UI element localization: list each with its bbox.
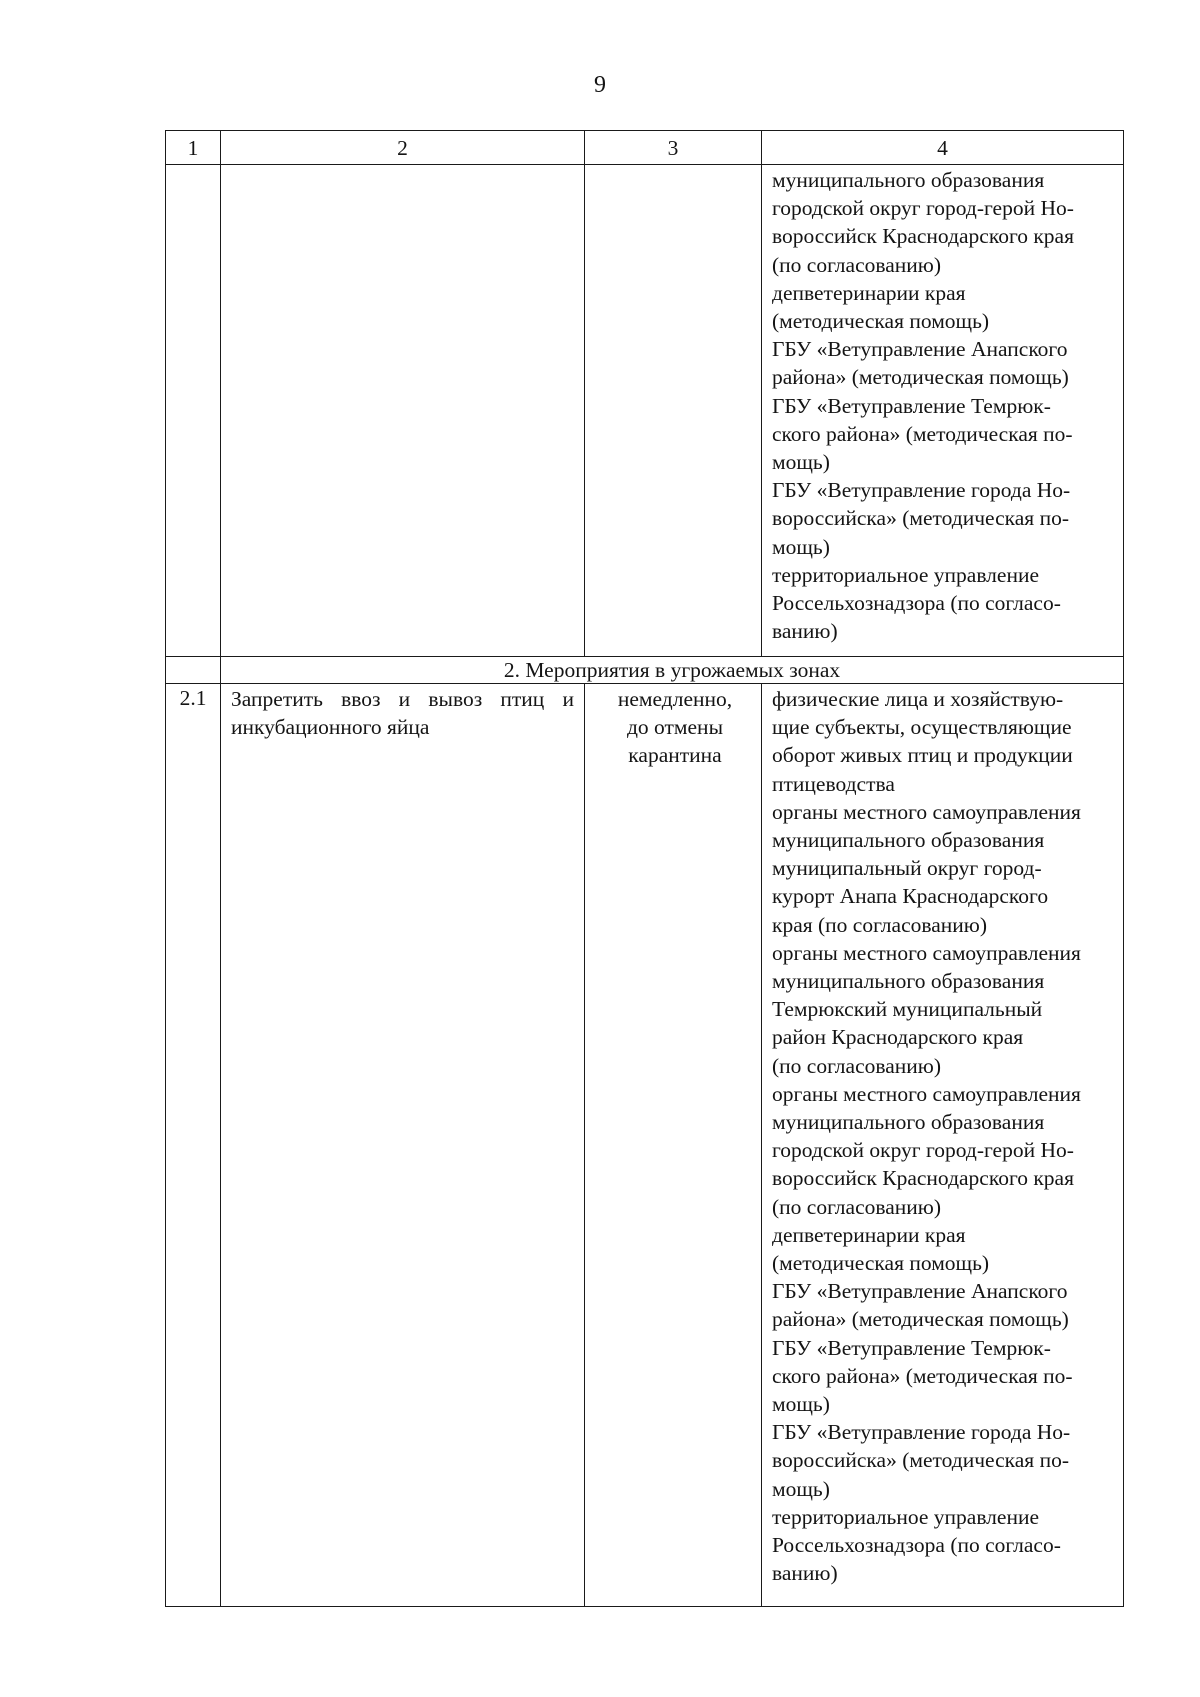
text-line: (по согласованию) [772,1053,942,1078]
text-line: городской округ город-герой Но- [772,1138,1074,1163]
text-line: территориальное управление [772,562,1040,587]
text-line: (методическая помощь) [772,309,990,334]
measures-table [165,130,1124,1607]
text-line: ГБУ «Ветуправление Анапского [772,337,1068,362]
text-line: вороссийск Краснодарского края [772,224,1074,249]
responsible-cell [762,684,1124,1607]
measure-cell [221,684,585,1607]
text-line: ванию) [772,619,838,644]
text-line: органы местного самоуправления [772,940,1081,965]
row-number: 2.1 [166,684,221,1607]
text-line: ГБУ «Ветуправление Анапского [772,1279,1068,1304]
section-header: 2. Мероприятия в угрожаемых зонах [221,657,1124,684]
table-row-continuation [166,165,1124,657]
measure-text [221,684,584,741]
text-line: вороссийска» (методическая по- [772,1448,1069,1473]
text-line: вороссийска» (методическая по- [772,506,1069,531]
text-line: депветеринарии края [772,280,966,305]
text-line: курорт Анапа Краснодарского [772,884,1049,909]
text-line: муниципального образования [772,168,1045,192]
term-cell [585,684,762,1607]
text-line: ГБУ «Ветуправление Темрюк- [772,1335,1051,1360]
continuation-responsible-cell [762,165,1124,657]
text-line: Россельхознадзора (по согласо- [772,591,1061,616]
term-text [585,684,761,770]
section-header-row [166,657,1124,684]
text-line: мощь) [772,1476,830,1501]
text-line: муниципального образования [772,969,1045,994]
text-line: муниципальный округ город- [772,856,1042,881]
text-line: Темрюкский муниципальный [772,997,1043,1022]
text-line: района» (методическая помощь) [772,1307,1069,1332]
text-line: (методическая помощь) [772,1251,990,1276]
header-cell-1: 1 [166,131,221,165]
text-line: оборот живых птиц и продукции [772,743,1073,768]
text-line: района» (методическая помощь) [772,365,1069,390]
text-line: щие субъекты, осуществляющие [772,715,1072,740]
text-line: Россельхознадзора (по согласо- [772,1533,1061,1558]
text-line: немедленно, [617,687,733,711]
text-line: органы местного самоуправления [772,1081,1081,1106]
continuation-term-cell [585,165,762,657]
text-line: ского района» (методическая по- [772,421,1073,446]
continuation-responsible-text [762,165,1123,645]
text-line: мощь) [772,1392,830,1417]
text-line: инкубационного яйца [231,715,430,740]
text-line: ГБУ «Ветуправление Темрюк- [772,393,1051,418]
continuation-measure-cell [221,165,585,657]
text-line: карантина [628,743,722,768]
text-line: птицеводства [772,771,895,796]
text-line: края (по согласованию) [772,912,988,937]
header-cell-4: 4 [762,131,1124,165]
text-line: органы местного самоуправления [772,799,1081,824]
text-line: территориальное управление [772,1504,1040,1529]
text-line: мощь) [772,534,830,559]
text-line: (по согласованию) [772,252,942,277]
text-line: городской округ город-герой Но- [772,196,1074,221]
header-cell-2: 2 [221,131,585,165]
text-line: ГБУ «Ветуправление города Но- [772,1420,1071,1445]
text-line: депветеринарии края [772,1222,966,1247]
text-line: район Краснодарского края [772,1025,1024,1050]
responsible-text [762,684,1123,1588]
text-line: ГБУ «Ветуправление города Но- [772,478,1071,503]
text-line: муниципального образования [772,1110,1045,1135]
table-header-row [166,131,1124,165]
header-cell-3: 3 [585,131,762,165]
page-number: 9 [594,72,606,98]
text-line: (по согласованию) [772,1194,942,1219]
continuation-number-cell [166,165,221,657]
text-line: до отмены [626,715,724,740]
text-line: муниципального образования [772,828,1045,853]
section-header-empty-cell [166,657,221,684]
text-line: мощь) [772,450,830,475]
text-line: ского района» (методическая по- [772,1363,1073,1388]
table-row [166,684,1124,1607]
text-line: физические лица и хозяйствую- [772,687,1064,711]
text-line: ванию) [772,1561,838,1586]
text-line: вороссийск Краснодарского края [772,1166,1074,1191]
text-line: Запретить ввоз и вывоз птиц и [231,687,574,711]
